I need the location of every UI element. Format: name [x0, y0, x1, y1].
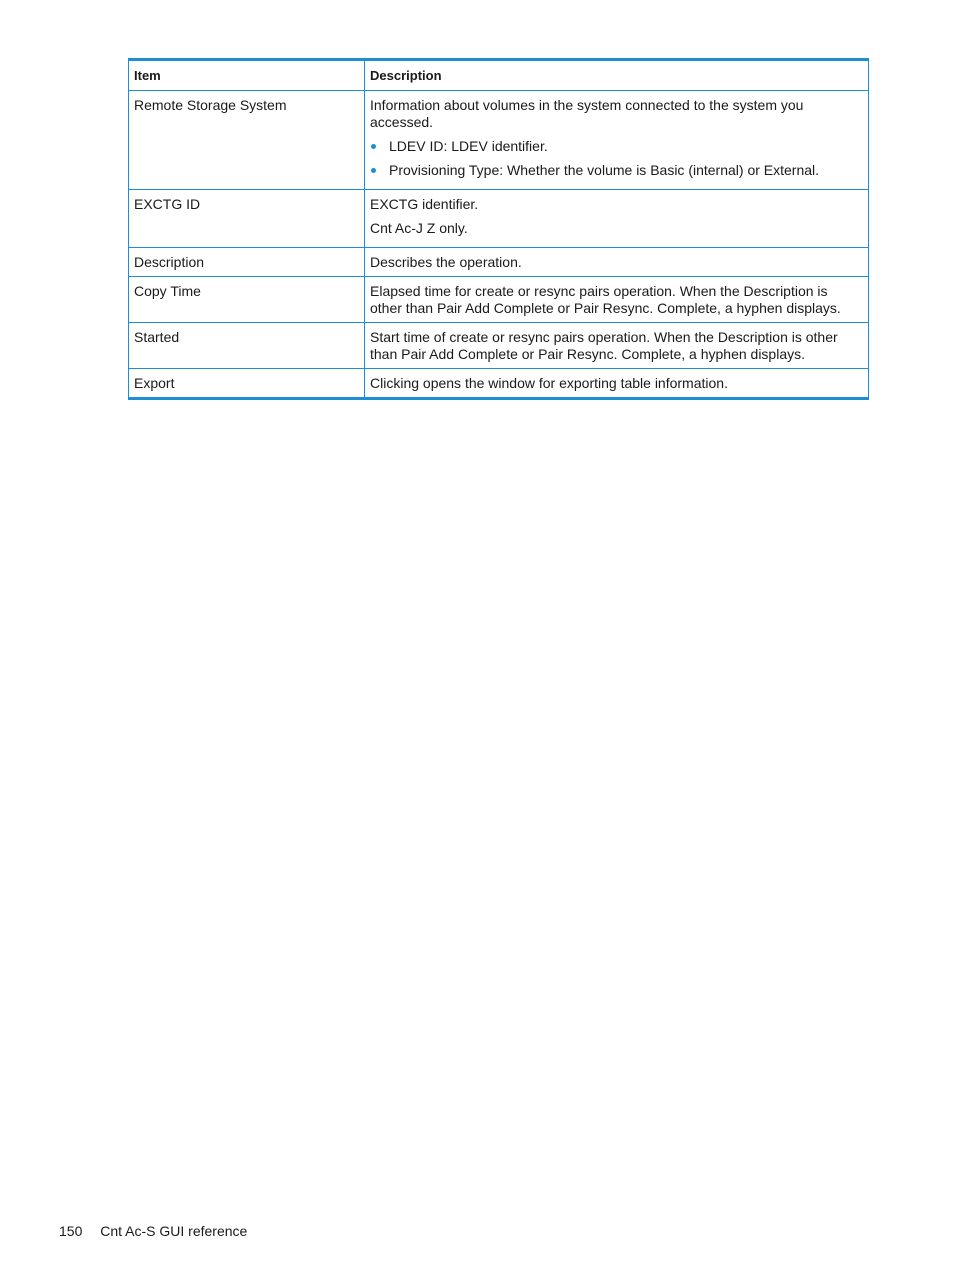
- description-text: Elapsed time for create or resync pairs operation. When the Description is other than Pair Add Complete or Pair Resync. Complete, a hyphen displays.: [370, 283, 841, 316]
- reference-table: [128, 58, 869, 400]
- list-item-text: Provisioning Type: Whether the volume is Basic (internal) or External.: [389, 162, 820, 178]
- item-cell: Remote Storage System: [129, 91, 365, 190]
- description-text: Information about volumes in the system connected to the system you accessed.: [370, 97, 804, 130]
- item-cell: Copy Time: [129, 277, 365, 323]
- description-cell: [365, 369, 869, 399]
- item-cell: EXCTG ID: [129, 190, 365, 248]
- list-item-text: LDEV ID: LDEV identifier.: [389, 138, 548, 154]
- bullet-icon: [371, 144, 376, 149]
- column-header-description: Description: [365, 60, 869, 91]
- description-text: Clicking opens the window for exporting table information.: [370, 375, 728, 391]
- table-row: [129, 248, 869, 277]
- page-number: 150: [59, 1223, 83, 1239]
- table-row: [129, 277, 869, 323]
- list-item: [370, 138, 863, 155]
- footer-section-title: Cnt Ac-S GUI reference: [100, 1223, 248, 1239]
- table-header-row: [129, 60, 869, 91]
- bullet-list: [370, 138, 863, 179]
- description-text: EXCTG identifier.: [370, 196, 479, 212]
- description-cell: [365, 91, 869, 190]
- page-footer: [59, 1223, 247, 1239]
- description-cell: [365, 277, 869, 323]
- description-text: Cnt Ac-J Z only.: [370, 220, 468, 236]
- table-row: [129, 190, 869, 248]
- description-cell: [365, 190, 869, 248]
- item-cell: Export: [129, 369, 365, 399]
- item-cell: Started: [129, 323, 365, 369]
- table-row: [129, 91, 869, 190]
- description-cell: [365, 248, 869, 277]
- bullet-icon: [371, 168, 376, 173]
- column-header-item: Item: [129, 60, 365, 91]
- table-row: [129, 323, 869, 369]
- description-cell: [365, 323, 869, 369]
- table-row: [129, 369, 869, 399]
- description-text: Start time of create or resync pairs operation. When the Description is other than Pair Add Complete or Pair Resync. Complete, a hyphen displays.: [370, 329, 838, 362]
- list-item: [370, 162, 863, 179]
- item-cell: Description: [129, 248, 365, 277]
- description-text: Describes the operation.: [370, 254, 522, 270]
